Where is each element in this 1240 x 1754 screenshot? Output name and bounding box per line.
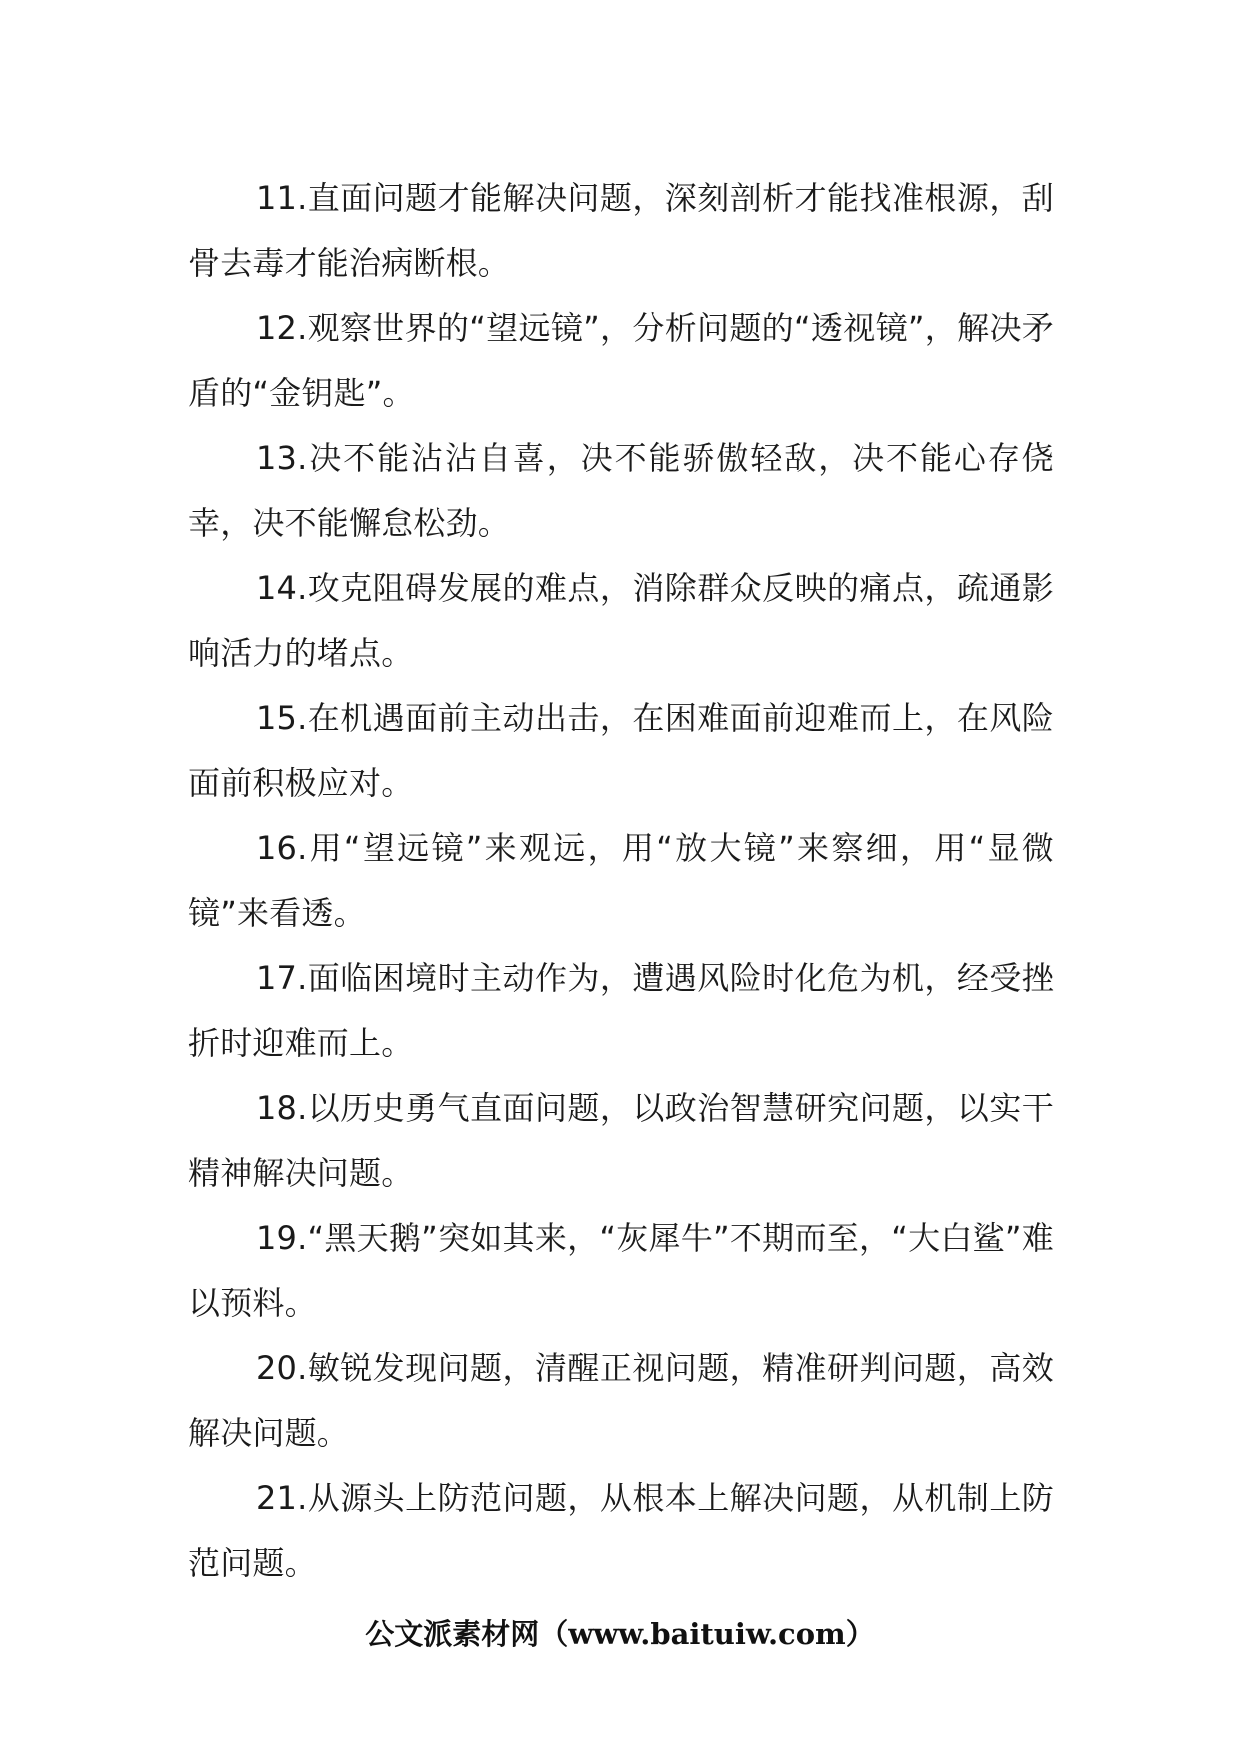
document-body — [188, 166, 1054, 1596]
paragraph-19: 19.“黑天鹅”突如其来，“灰犀牛”不期而至，“大白鲨”难以预料。 — [188, 1219, 1054, 1322]
paragraph-11: 11.直面问题才能解决问题，深刻剖析才能找准根源，刮骨去毒才能治病断根。 — [188, 179, 1054, 282]
paragraph-12: 12.观察世界的“望远镜”，分析问题的“透视镜”，解决矛盾的“金钥匙”。 — [188, 309, 1054, 412]
page-footer-source: 公文派素材网（www.baituiw.com） — [365, 1617, 875, 1651]
paragraph-16: 16.用“望远镜”来观远，用“放大镜”来察细，用“显微镜”来看透。 — [188, 829, 1054, 932]
paragraph-21: 21.从源头上防范问题，从根本上解决问题，从机制上防范问题。 — [188, 1479, 1054, 1582]
paragraph-13: 13.决不能沾沾自喜，决不能骄傲轻敌，决不能心存侥幸，决不能懈怠松劲。 — [188, 439, 1054, 542]
paragraph-17: 17.面临困境时主动作为，遭遇风险时化危为机，经受挫折时迎难而上。 — [188, 959, 1054, 1062]
paragraph-20: 20.敏锐发现问题，清醒正视问题，精准研判问题，高效解决问题。 — [188, 1349, 1054, 1452]
paragraph-15: 15.在机遇面前主动出击，在困难面前迎难而上，在风险面前积极应对。 — [188, 699, 1054, 802]
paragraph-14: 14.攻克阻碍发展的难点，消除群众反映的痛点，疏通影响活力的堵点。 — [188, 569, 1054, 672]
paragraph-18: 18.以历史勇气直面问题，以政治智慧研究问题，以实干精神解决问题。 — [188, 1089, 1054, 1192]
